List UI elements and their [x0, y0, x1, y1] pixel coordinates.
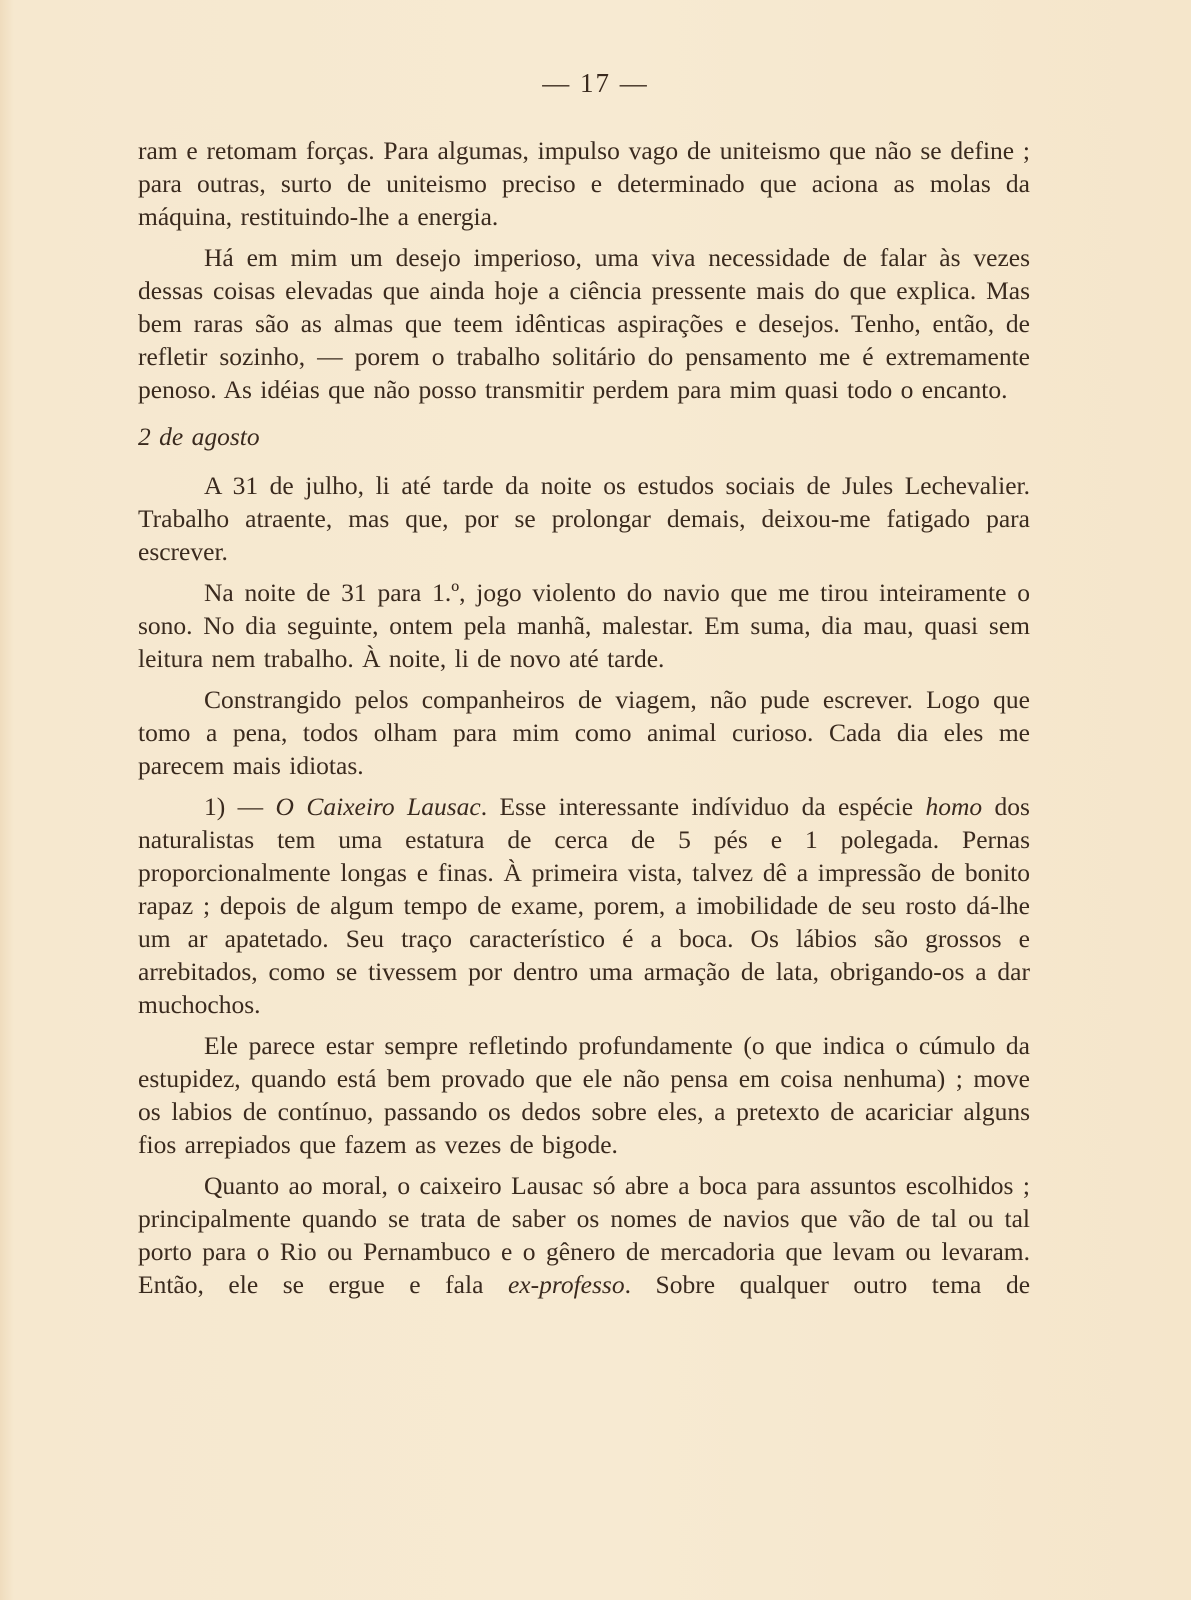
paragraph-item	[138, 790, 1030, 1021]
paragraph-continuation: ram e retomam forças. Para algumas, impulso vago de uniteismo que não se define ; para outras, surto de uniteismo preciso e determinado que aciona as molas da máquina, restituindo-lhe a energia.	[138, 136, 1030, 231]
paragraph: Há em mim um desejo imperioso, uma viva necessidade de falar às vezes dessas coisas elevadas que ainda hoje a ciência pressente mais do que explica. Mas bem raras são as almas que teem idênticas aspirações e desejos. Tenho, então, de refletir sozinho, — porem o trabalho solitário do pensamento me é extremamente penoso. As idéias que não posso transmitir perdem para mim quasi todo o encanto.	[138, 243, 1030, 404]
paragraph: Ele parece estar sempre refletindo profundamente (o que indica o cúmulo da estupidez, quando está bem provado que ele não pensa em coisa nenhuma) ; move os labios de contínuo, passando os dedos sobre eles, a pretexto de acariciar alguns fios arrepiados que fazem as vezes de bigode.	[138, 1031, 1030, 1159]
item-title: O Caixeiro Lausac	[275, 792, 481, 821]
diary-date-heading: 2 de agosto	[138, 422, 260, 451]
paragraph: A 31 de julho, li até tarde da noite os estudos sociais de Jules Lechevalier. Trabalho atraente, mas que, por se prolongar demais, deixou-me fatigado para escrever.	[138, 471, 1030, 566]
italic-term: ex-professo	[507, 1270, 625, 1299]
item-prefix: 1) —	[204, 792, 276, 821]
paragraph-last	[138, 1169, 1030, 1301]
body-text	[138, 134, 1030, 1309]
last-text-a: Quanto ao moral, o caixeiro Lausac só abre a boca para assuntos escolhidos ; principalmente quando se trata de saber os nomes de navios que vão de tal ou tal porto para o Rio ou Pernambuco e o gênero de mercadoria que levam ou levaram. Então, ele se ergue e fala	[138, 1171, 1030, 1299]
page-number: — 17 —	[542, 68, 649, 98]
item-text-a: . Esse interessante indíviduo da espécie	[480, 792, 926, 821]
item-text-b: dos naturalistas tem uma estatura de cerca de 5 pés e 1 polegada. Pernas proporcionalmente longas e finas. À primeira vista, talvez dê a impressão de bonito rapaz ; depois de algum tempo de exame, porem, a imobilidade de seu rosto dá-lhe um ar apatetado. Seu traço característico é a boca. Os lábios são grossos e arrebitados, como se tivessem por dentro uma armação de lata, obrigando-os a dar muchochos.	[138, 792, 1030, 1019]
paragraph: Na noite de 31 para 1.º, jogo violento do navio que me tirou inteiramente o sono. No dia seguinte, ontem pela manhã, malestar. Em suma, dia mau, quasi sem leitura nem trabalho. À noite, li de novo até tarde.	[138, 578, 1030, 673]
italic-term: homo	[925, 792, 983, 821]
last-text-b: . Sobre qualquer outro tema de	[624, 1270, 1031, 1299]
paragraph: Constrangido pelos companheiros de viagem, não pude escrever. Logo que tomo a pena, todos olham para mim como animal curioso. Cada dia eles me parecem mais idiotas.	[138, 685, 1030, 780]
